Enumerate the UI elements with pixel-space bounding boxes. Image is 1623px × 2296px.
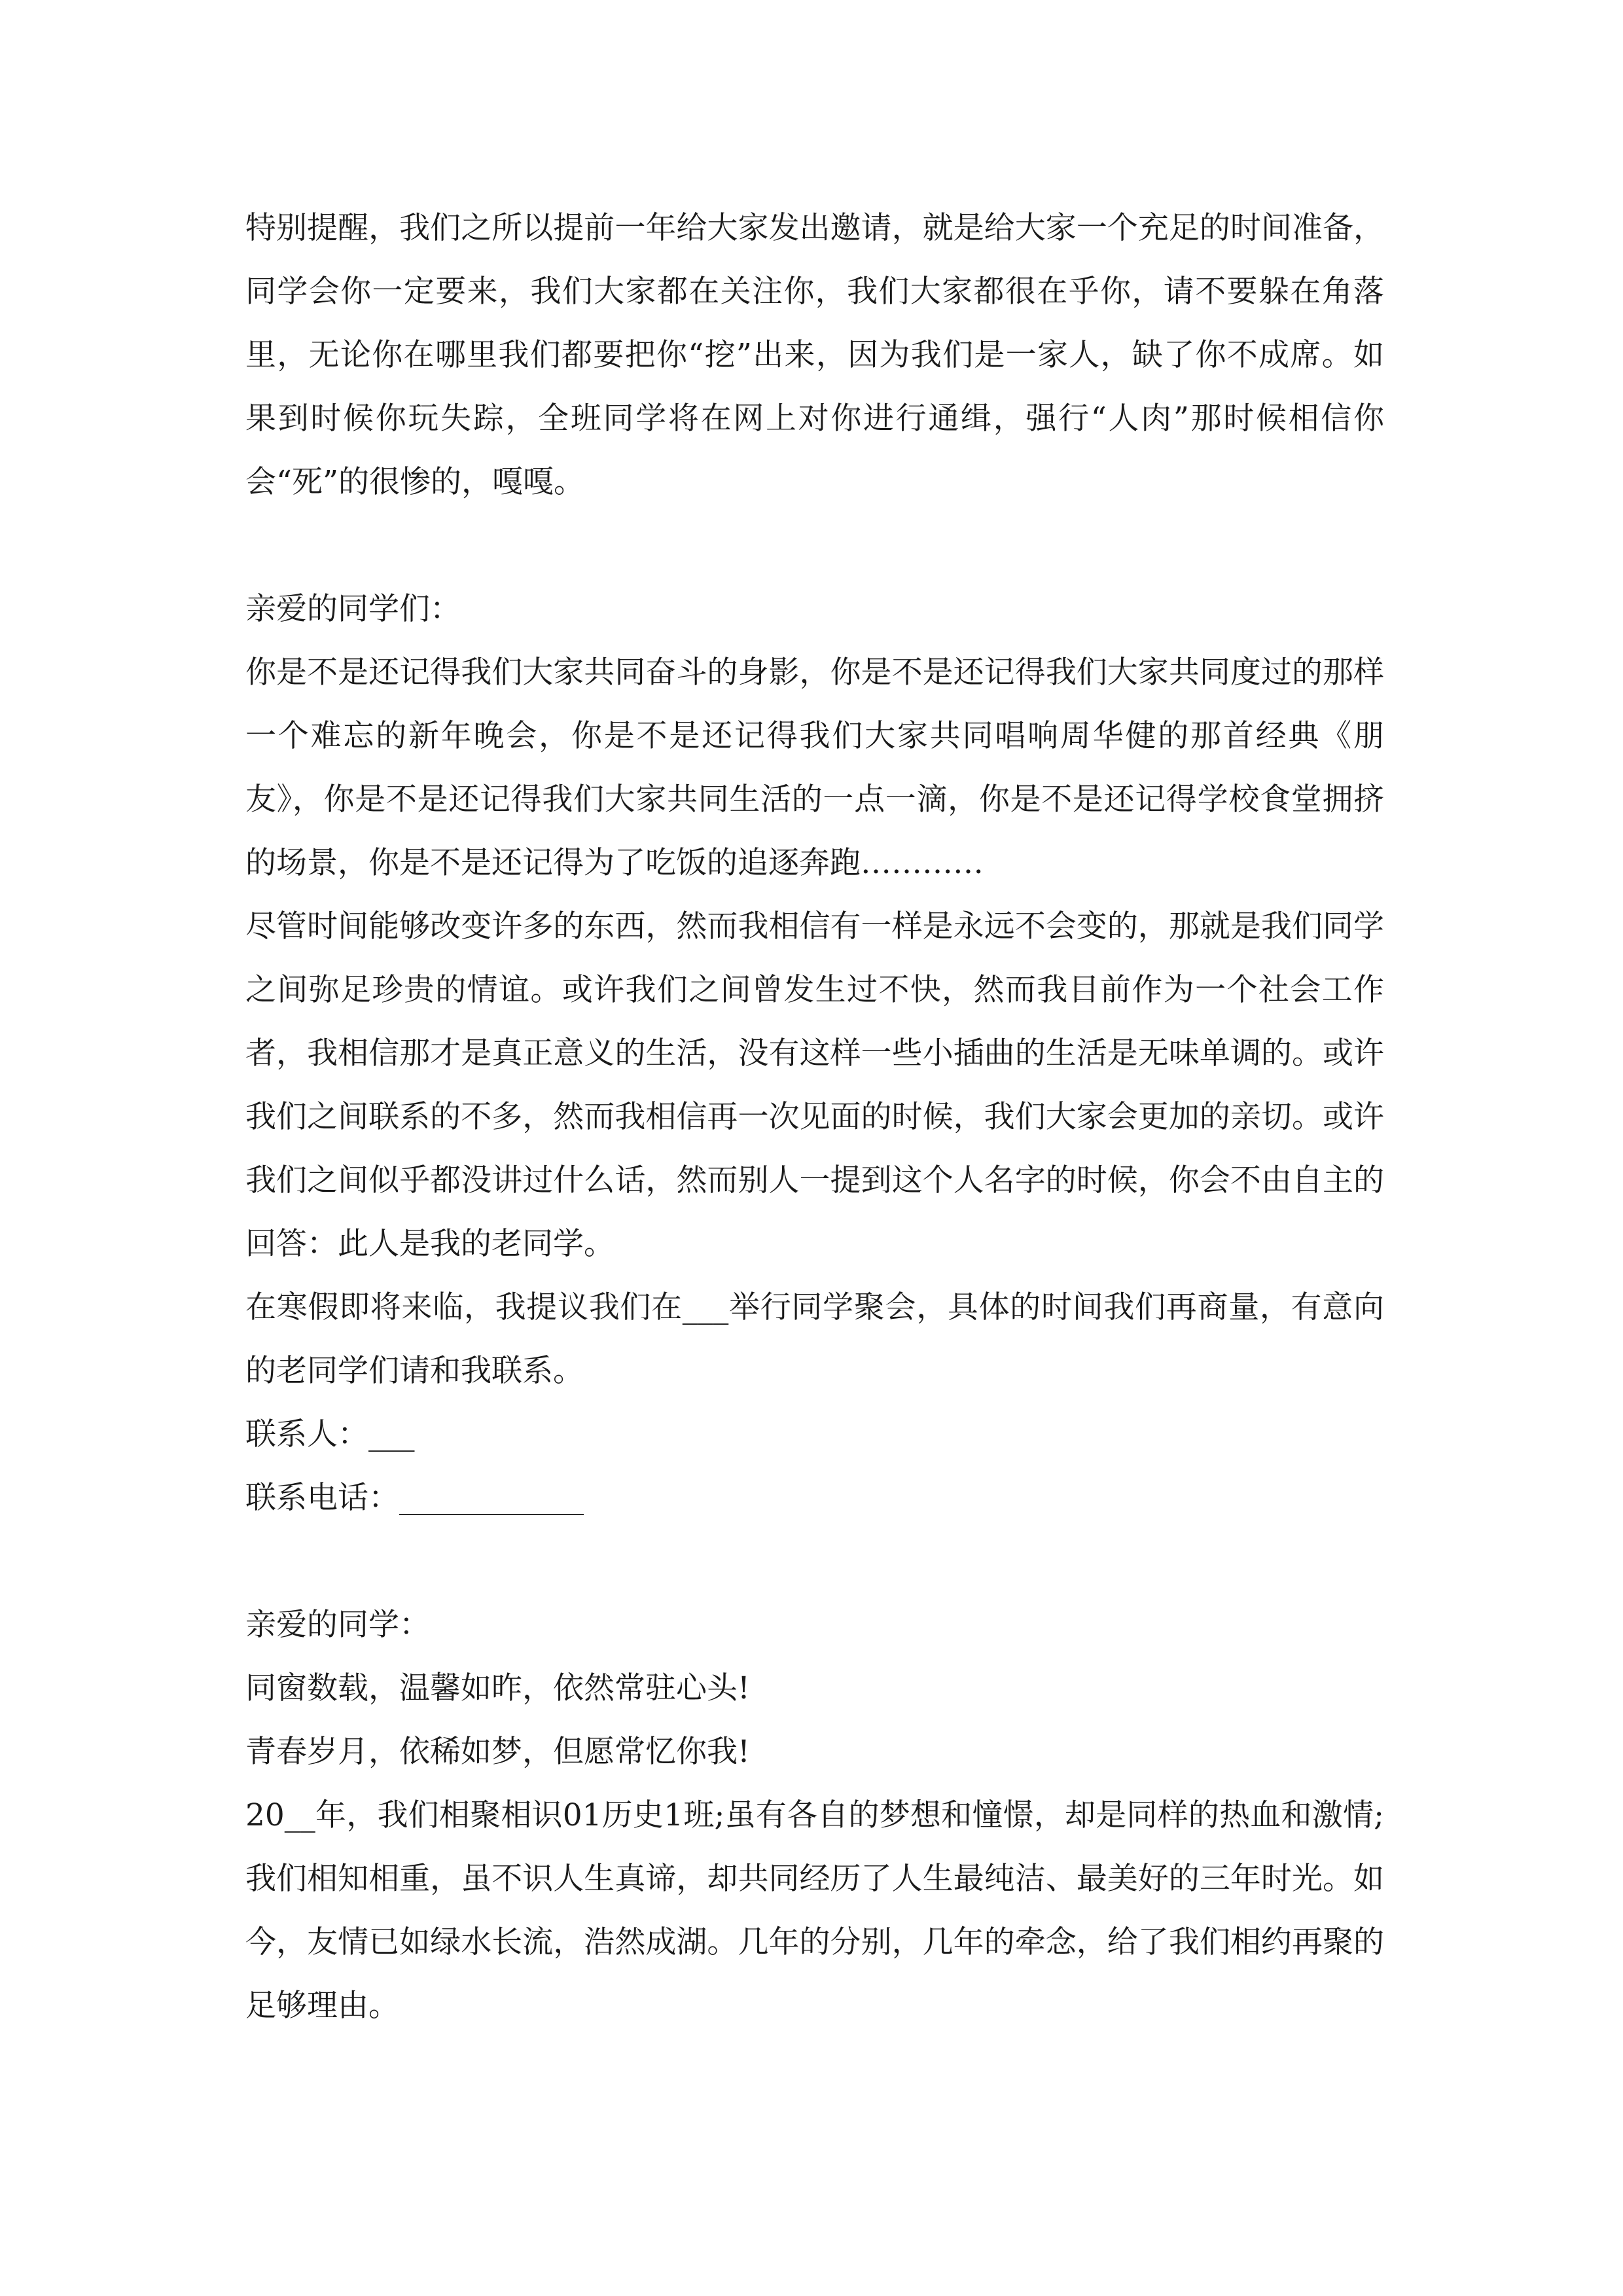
salutation: 亲爱的同学们： [245, 591, 461, 627]
paragraph: 你是不是还记得我们大家共同奋斗的身影，你是不是还记得我们大家共同度过的那样一个难忘的新年晚会，你是不是还记得我们大家共同唱响周华健的那首经典《朋友》，你是不是还记得我们大家共同生活的一点一滴，你是不是还记得学校食堂拥挤的场景，你是不是还记得为了吃饭的追逐奔跑………… [245, 655, 1384, 881]
document-body [245, 196, 1384, 2037]
reminder-section [245, 196, 1384, 514]
contact-person: 联系人：___ [245, 1416, 415, 1452]
section-gap [245, 514, 1384, 577]
paragraph: 特别提醒，我们之所以提前一年给大家发出邀请，就是给大家一个充足的时间准备，同学会你一定要来，我们大家都在关注你，我们大家都很在乎你，请不要躲在角落里，无论你在哪里我们都要把你“挖”出来，因为我们是一家人，缺了你不成席。如果到时候你玩失踪，全班同学将在网上对你进行通缉，强行“人肉”那时候相信你会“死”的很惨的，嘎嘎。 [245, 210, 1384, 500]
paragraph: 青春岁月，依稀如梦，但愿常忆你我! [245, 1734, 750, 1770]
salutation: 亲爱的同学： [245, 1607, 430, 1643]
paragraph: 尽管时间能够改变许多的东西，然而我相信有一样是永远不会变的，那就是我们同学之间弥足珍贵的情谊。或许我们之间曾发生过不快，然而我目前作为一个社会工作者，我相信那才是真正意义的生活，没有这样一些小插曲的生活是无味单调的。或许我们之间联系的不多，然而我相信再一次见面的时候，我们大家会更加的亲切。或许我们之间似乎都没讲过什么话，然而别人一提到这个人名字的时候，你会不由自主的回答：此人是我的老同学。 [245, 908, 1384, 1262]
paragraph: 同窗数载，温馨如昨，依然常驻心头! [245, 1670, 750, 1706]
contact-phone: 联系电话：____________ [245, 1480, 584, 1516]
invitation-section-2 [245, 1593, 1384, 2037]
section-gap [245, 1530, 1384, 1593]
paragraph: 20__年，我们相聚相识01历史1班;虽有各自的梦想和憧憬，却是同样的热血和激情;我们相知相重，虽不识人生真谛，却共同经历了人生最纯洁、最美好的三年时光。如今，友情已如绿水长流，浩然成湖。几年的分别，几年的牵念，给了我们相约再聚的足够理由。 [245, 1797, 1384, 2024]
paragraph: 在寒假即将来临，我提议我们在___举行同学聚会，具体的时间我们再商量，有意向的老同学们请和我联系。 [245, 1289, 1384, 1389]
invitation-section-1 [245, 577, 1384, 1530]
